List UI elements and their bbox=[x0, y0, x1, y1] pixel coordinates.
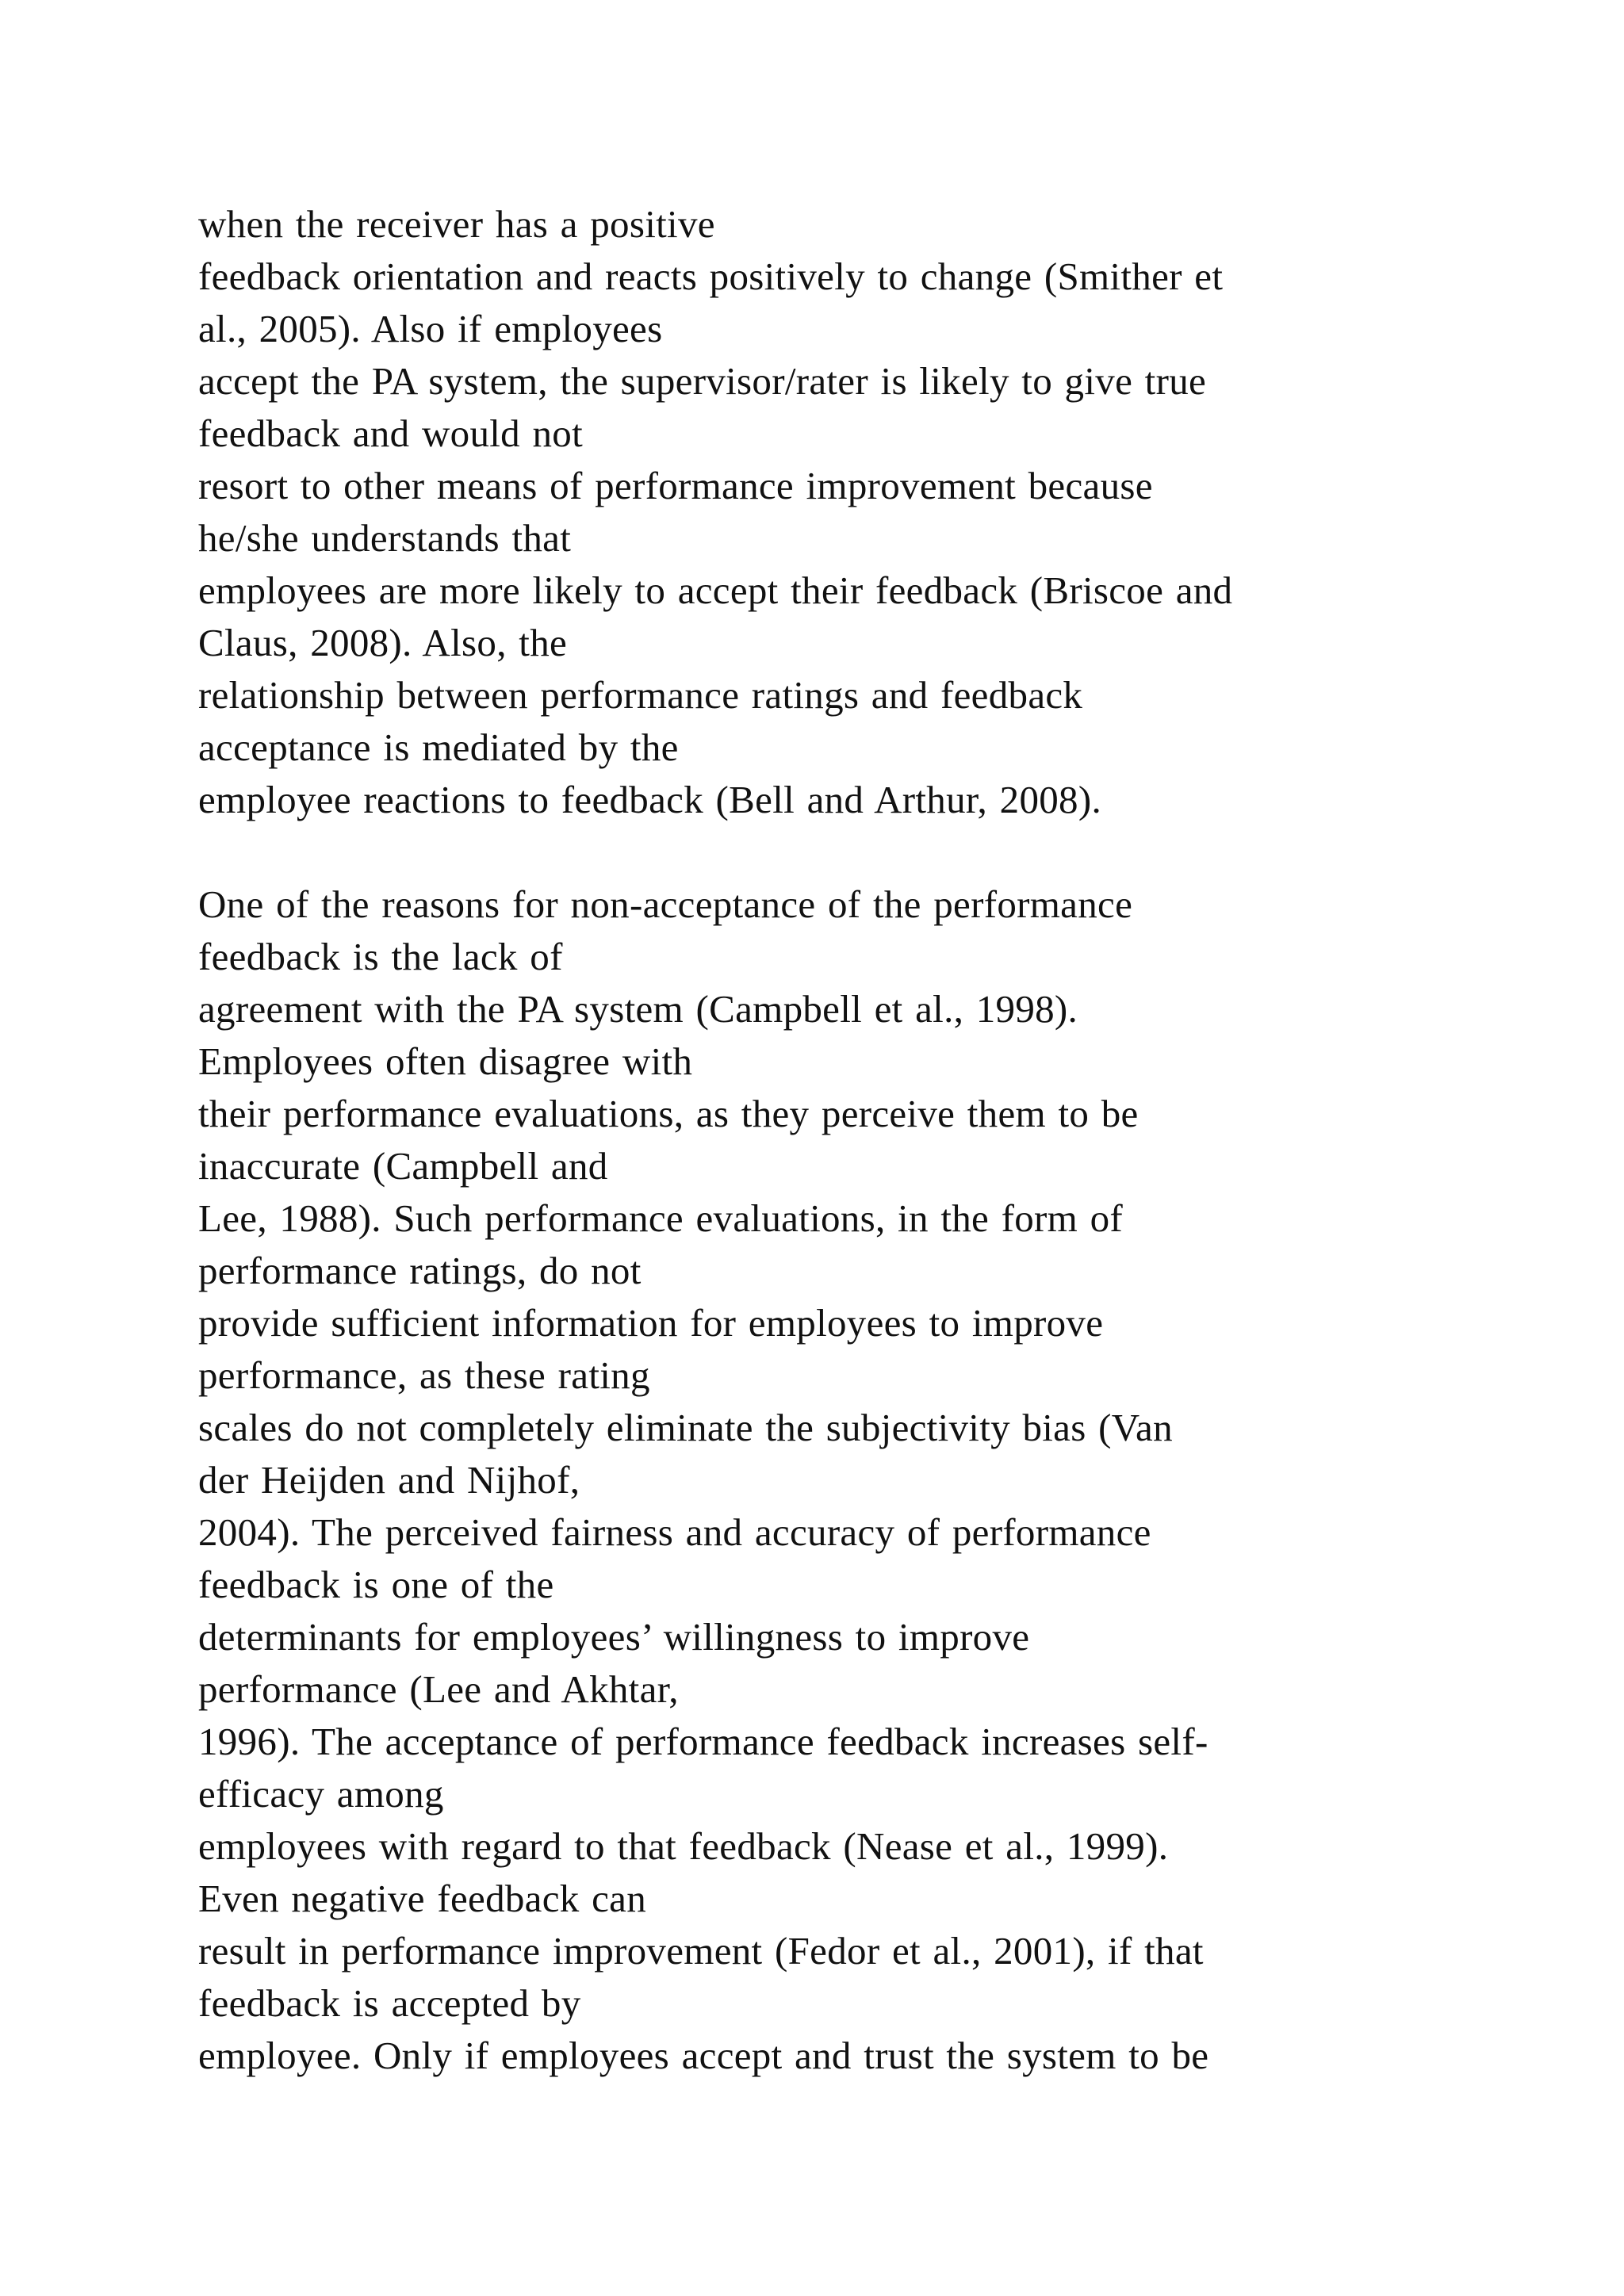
text-line: Claus, 2008). Also, the bbox=[198, 621, 568, 664]
paragraph-1 bbox=[198, 198, 1467, 826]
text-line: Even negative feedback can bbox=[198, 1877, 647, 1920]
text-line: acceptance is mediated by the bbox=[198, 725, 679, 769]
text-line: result in performance improvement (Fedor et al., 2001), if that bbox=[198, 1929, 1204, 1973]
text-line: feedback and would not bbox=[198, 411, 584, 455]
text-line: their performance evaluations, as they perceive them to be bbox=[198, 1092, 1139, 1135]
text-line: agreement with the PA system (Campbell et al., 1998). bbox=[198, 987, 1078, 1031]
text-line: performance (Lee and Akhtar, bbox=[198, 1667, 679, 1711]
text-line: employees are more likely to accept their feedback (Briscoe and bbox=[198, 568, 1233, 612]
text-line: 2004). The perceived fairness and accuracy of performance bbox=[198, 1510, 1151, 1554]
text-line: inaccurate (Campbell and bbox=[198, 1144, 608, 1188]
paragraph-2 bbox=[198, 878, 1467, 2082]
text-line: performance ratings, do not bbox=[198, 1249, 642, 1292]
text-line: when the receiver has a positive bbox=[198, 202, 715, 246]
text-line: feedback orientation and reacts positively to change (Smither et bbox=[198, 254, 1224, 298]
text-line: feedback is one of the bbox=[198, 1563, 554, 1606]
text-line: employees with regard to that feedback (Nease et al., 1999). bbox=[198, 1824, 1169, 1868]
text-line: scales do not completely eliminate the subjectivity bias (Van bbox=[198, 1406, 1173, 1449]
text-line: provide sufficient information for employees to improve bbox=[198, 1301, 1104, 1345]
text-line: feedback is accepted by bbox=[198, 1981, 581, 2025]
text-line: employee reactions to feedback (Bell and Arthur, 2008). bbox=[198, 778, 1102, 821]
text-line: employee. Only if employees accept and trust the system to be bbox=[198, 2034, 1209, 2077]
text-line: he/she understands that bbox=[198, 516, 572, 560]
text-line: Employees often disagree with bbox=[198, 1039, 693, 1083]
text-line: One of the reasons for non-acceptance of the performance bbox=[198, 882, 1133, 926]
text-line: resort to other means of performance improvement because bbox=[198, 464, 1153, 507]
text-line: feedback is the lack of bbox=[198, 935, 563, 978]
text-line: accept the PA system, the supervisor/rater is likely to give true bbox=[198, 359, 1207, 403]
text-line: al., 2005). Also if employees bbox=[198, 307, 663, 350]
paragraph-spacer bbox=[198, 826, 1467, 878]
text-line: determinants for employees’ willingness to improve bbox=[198, 1615, 1030, 1659]
text-line: 1996). The acceptance of performance feedback increases self- bbox=[198, 1720, 1208, 1763]
text-line: relationship between performance ratings and feedback bbox=[198, 673, 1083, 717]
text-line: der Heijden and Nijhof, bbox=[198, 1458, 580, 1502]
body-text bbox=[198, 198, 1467, 2082]
text-line: efficacy among bbox=[198, 1772, 444, 1816]
text-line: performance, as these rating bbox=[198, 1353, 650, 1397]
text-line: Lee, 1988). Such performance evaluations, in the form of bbox=[198, 1196, 1124, 1240]
